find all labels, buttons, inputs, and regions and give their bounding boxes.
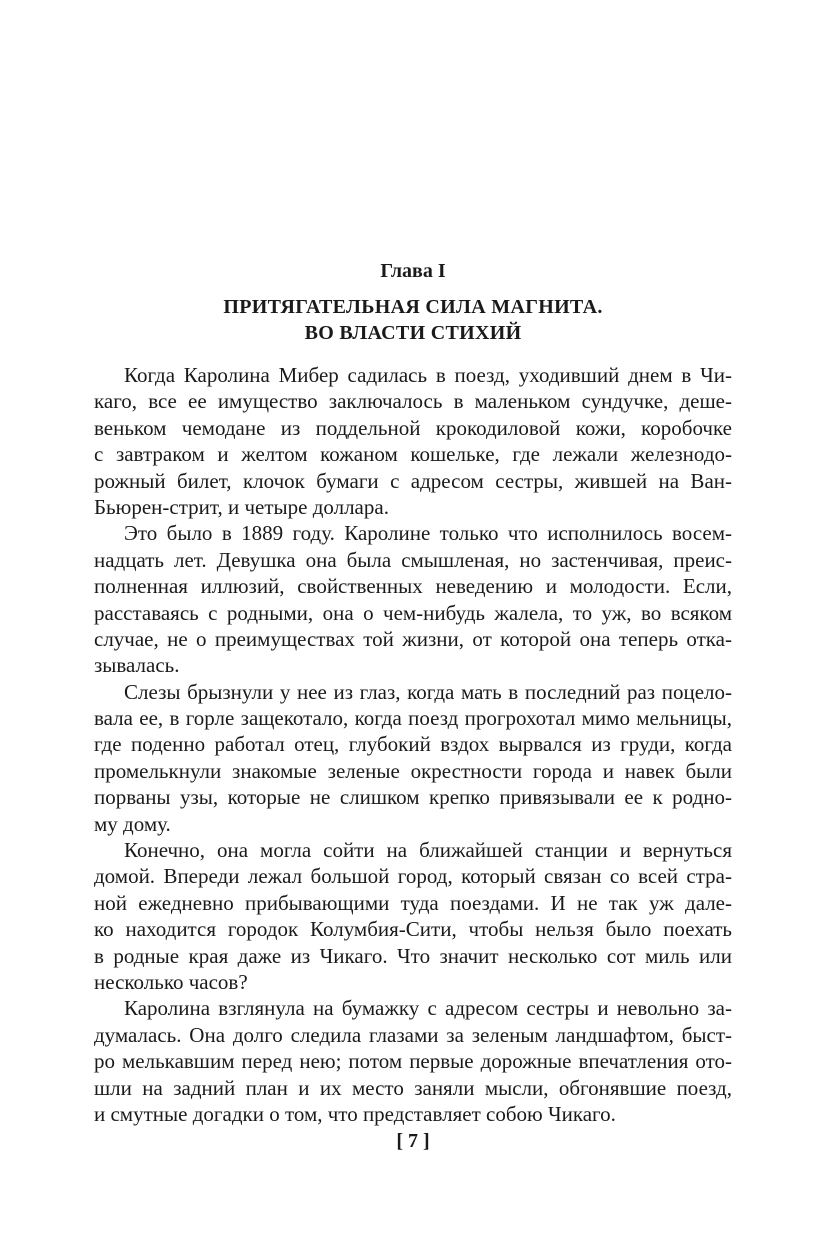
- text-line: му дому.: [94, 811, 171, 836]
- text-line: где поденно работал отец, глубокий вздох вырвался из груди, когда: [94, 732, 732, 757]
- paragraph: [94, 520, 732, 678]
- text-line: Когда Каролина Мибер садилась в поезд, уходивший днем в Чи-: [124, 363, 732, 387]
- text-line: Каролина взглянула на бумажку с адресом сестры и невольно за-: [124, 996, 732, 1021]
- text-line: расставаясь с родными, она о чем-нибудь жалела, то уж, во всяком: [94, 600, 732, 625]
- book-page: [94, 0, 732, 1240]
- text-line: Слезы брызнули у нее из глаз, когда мать в последний раз поцело-: [124, 679, 732, 704]
- text-line: ро мелькавшим перед нею; потом первые дорожные впечатления ото-: [94, 1049, 732, 1074]
- text-line: вала ее, в горле защекотало, когда поезд прогрохотал мимо мельницы,: [94, 706, 732, 731]
- text-line: случае, не о преимуществах той жизни, от которой она теперь отка-: [94, 626, 732, 651]
- paragraph: [94, 837, 732, 995]
- text-line: в родные края даже из Чикаго. Что значит несколько сот миль или: [94, 943, 732, 968]
- page-number: [ 7 ]: [396, 1130, 430, 1152]
- text-line: полненная иллюзий, свойственных неведению и молодости. Если,: [94, 574, 732, 599]
- body-text: [94, 362, 732, 1127]
- paragraph: [94, 995, 732, 1127]
- text-line: Это было в 1889 году. Каролине только что исполнилось восем-: [124, 521, 732, 546]
- text-line: рожный билет, клочок бумаги с адресом сестры, жившей на Ван-: [94, 468, 732, 493]
- chapter-title: [94, 294, 732, 346]
- chapter-title-line: ПРИТЯГАТЕЛЬНАЯ СИЛА МАГНИТА.: [223, 296, 603, 318]
- paragraph: [94, 362, 732, 520]
- chapter-title-line: ВО ВЛАСТИ СТИХИЙ: [304, 322, 522, 344]
- text-line: веньком чемодане из поддельной крокодиловой кожи, коробочке: [94, 415, 732, 440]
- text-line: Конечно, она могла сойти на ближайшей станции и вернуться: [124, 838, 732, 863]
- text-line: порваны узы, которые не слишком крепко привязывали ее к родно-: [94, 785, 732, 810]
- text-line: с завтраком и желтом кожаном кошельке, где лежали железнодо-: [94, 442, 732, 467]
- text-line: домой. Впереди лежал большой город, который связан со всей стра-: [94, 864, 732, 889]
- text-line: зывалась.: [94, 653, 180, 678]
- text-line: Бьюрен-стрит, и четыре доллара.: [94, 494, 389, 519]
- text-line: ной ежедневно прибывающими туда поездами. И не так уж дале-: [94, 890, 732, 915]
- text-line: надцать лет. Девушка она была смышленая, но застенчивая, преис-: [94, 547, 732, 572]
- text-line: думалась. Она долго следила глазами за зеленым ландшафтом, быст-: [94, 1022, 732, 1047]
- chapter-label: Глава I: [380, 260, 446, 282]
- text-line: каго, все ее имущество заключалось в маленьком сундучке, деше-: [94, 389, 732, 414]
- text-line: и смутные догадки о том, что представляет собою Чикаго.: [94, 1101, 616, 1126]
- paragraph: [94, 679, 732, 837]
- text-line: несколько часов?: [94, 969, 248, 994]
- text-line: ко находится городок Колумбия-Сити, чтобы нельзя было поехать: [94, 917, 732, 942]
- text-line: промелькнули знакомые зеленые окрестности города и навек были: [94, 758, 732, 783]
- text-line: шли на задний план и их место заняли мысли, обгонявшие поезд,: [94, 1075, 732, 1100]
